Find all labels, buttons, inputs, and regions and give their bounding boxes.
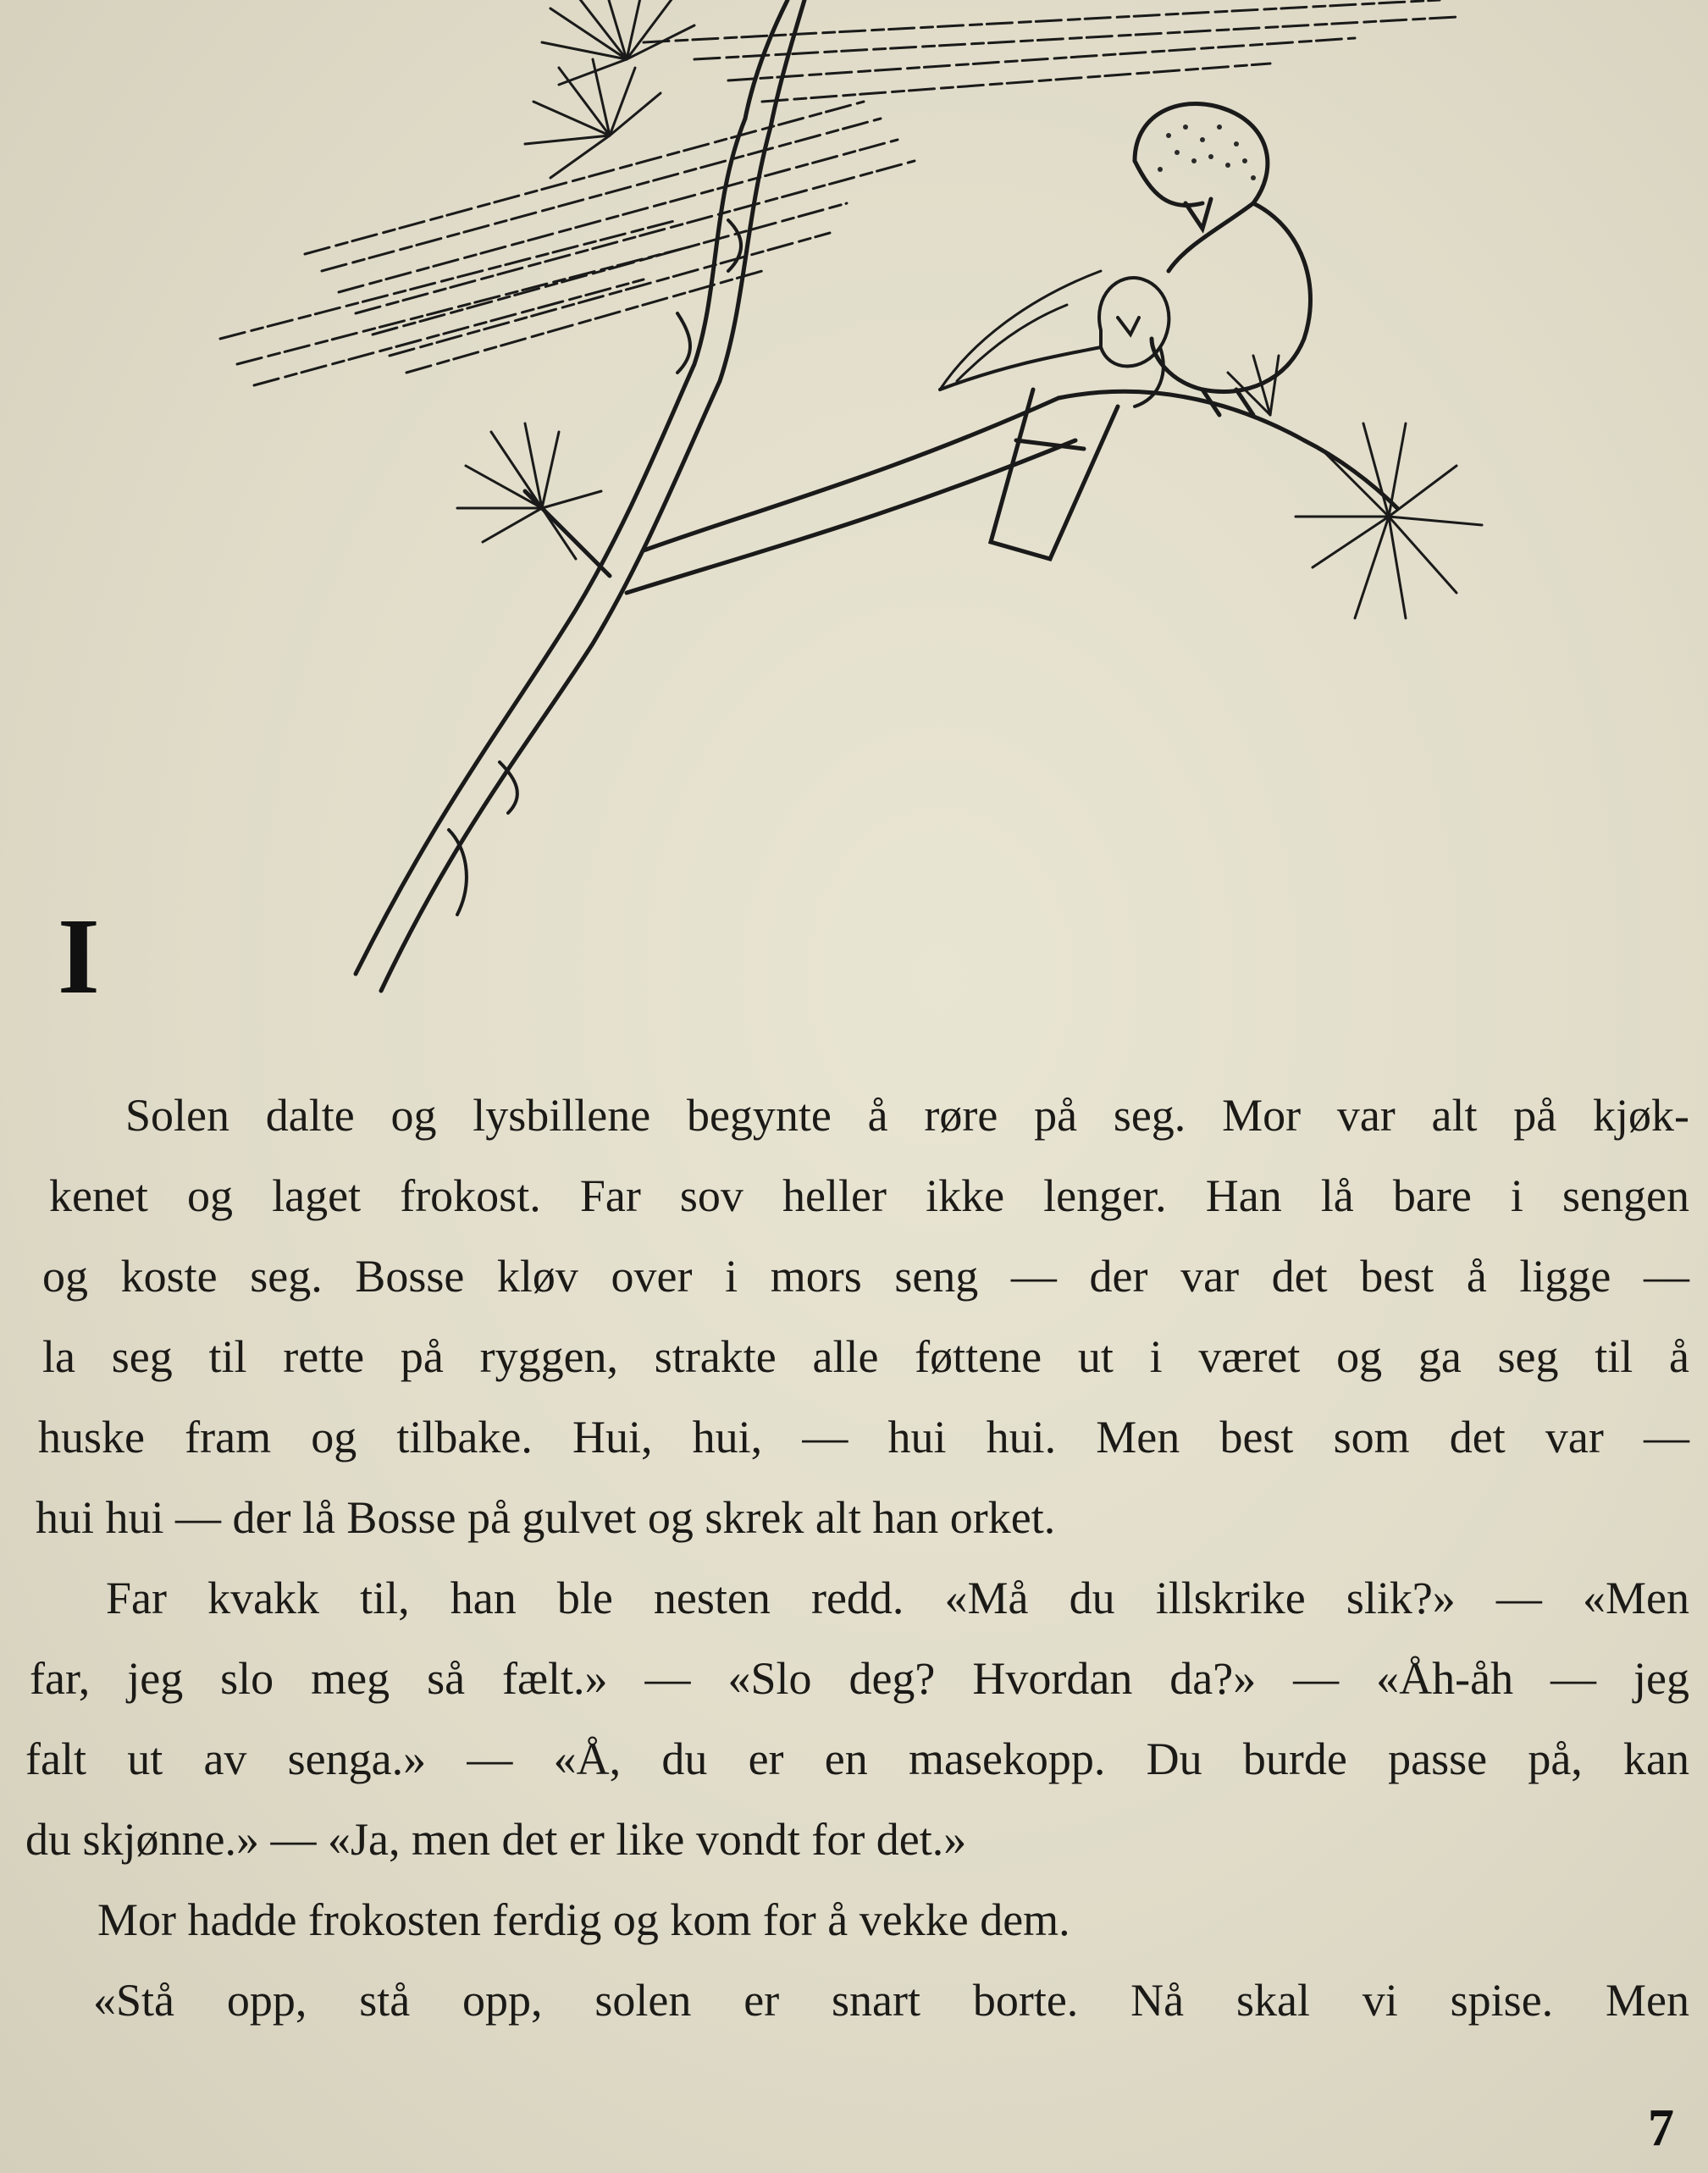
bird-illustration: [0, 0, 1708, 1042]
chapter-numeral: I: [58, 896, 100, 1016]
text-line: «Stå opp, stå opp, solen er snart borte. Nå skal vi spise. Men: [93, 1975, 1689, 2026]
text-line: Mor hadde frokosten ferdig og kom for å vekke dem.: [97, 1894, 1070, 1945]
text-line: kenet og laget frokost. Far sov heller ikke lenger. Han lå bare i sengen: [49, 1170, 1689, 1221]
text-line: far, jeg slo meg så fælt.» — «Slo deg? Hvordan da?» — «Åh-åh — jeg: [30, 1653, 1689, 1704]
body-text: [25, 1075, 1689, 2041]
text-line: og koste seg. Bosse kløv over i mors seng — der var det best å ligge —: [42, 1251, 1689, 1302]
text-line: la seg til rette på ryggen, strakte alle føttene ut i været og ga seg til å: [42, 1331, 1689, 1382]
text-line: huske fram og tilbake. Hui, hui, — hui hui. Men best som det var —: [38, 1412, 1689, 1462]
page-number: 7: [1648, 2099, 1674, 2157]
text-line: Far kvakk til, han ble nesten redd. «Må du illskrike slik?» — «Men: [106, 1573, 1689, 1623]
text-line: falt ut av senga.» — «Å, du er en masekopp. Du burde passe på, kan: [25, 1733, 1689, 1784]
text-line: Solen dalte og lysbillene begynte å røre på seg. Mor var alt på kjøk-: [125, 1090, 1689, 1141]
text-line: du skjønne.» — «Ja, men det er like vondt for det.»: [25, 1814, 967, 1865]
text-line: hui hui — der lå Bosse på gulvet og skrek alt han orket.: [36, 1492, 1056, 1543]
